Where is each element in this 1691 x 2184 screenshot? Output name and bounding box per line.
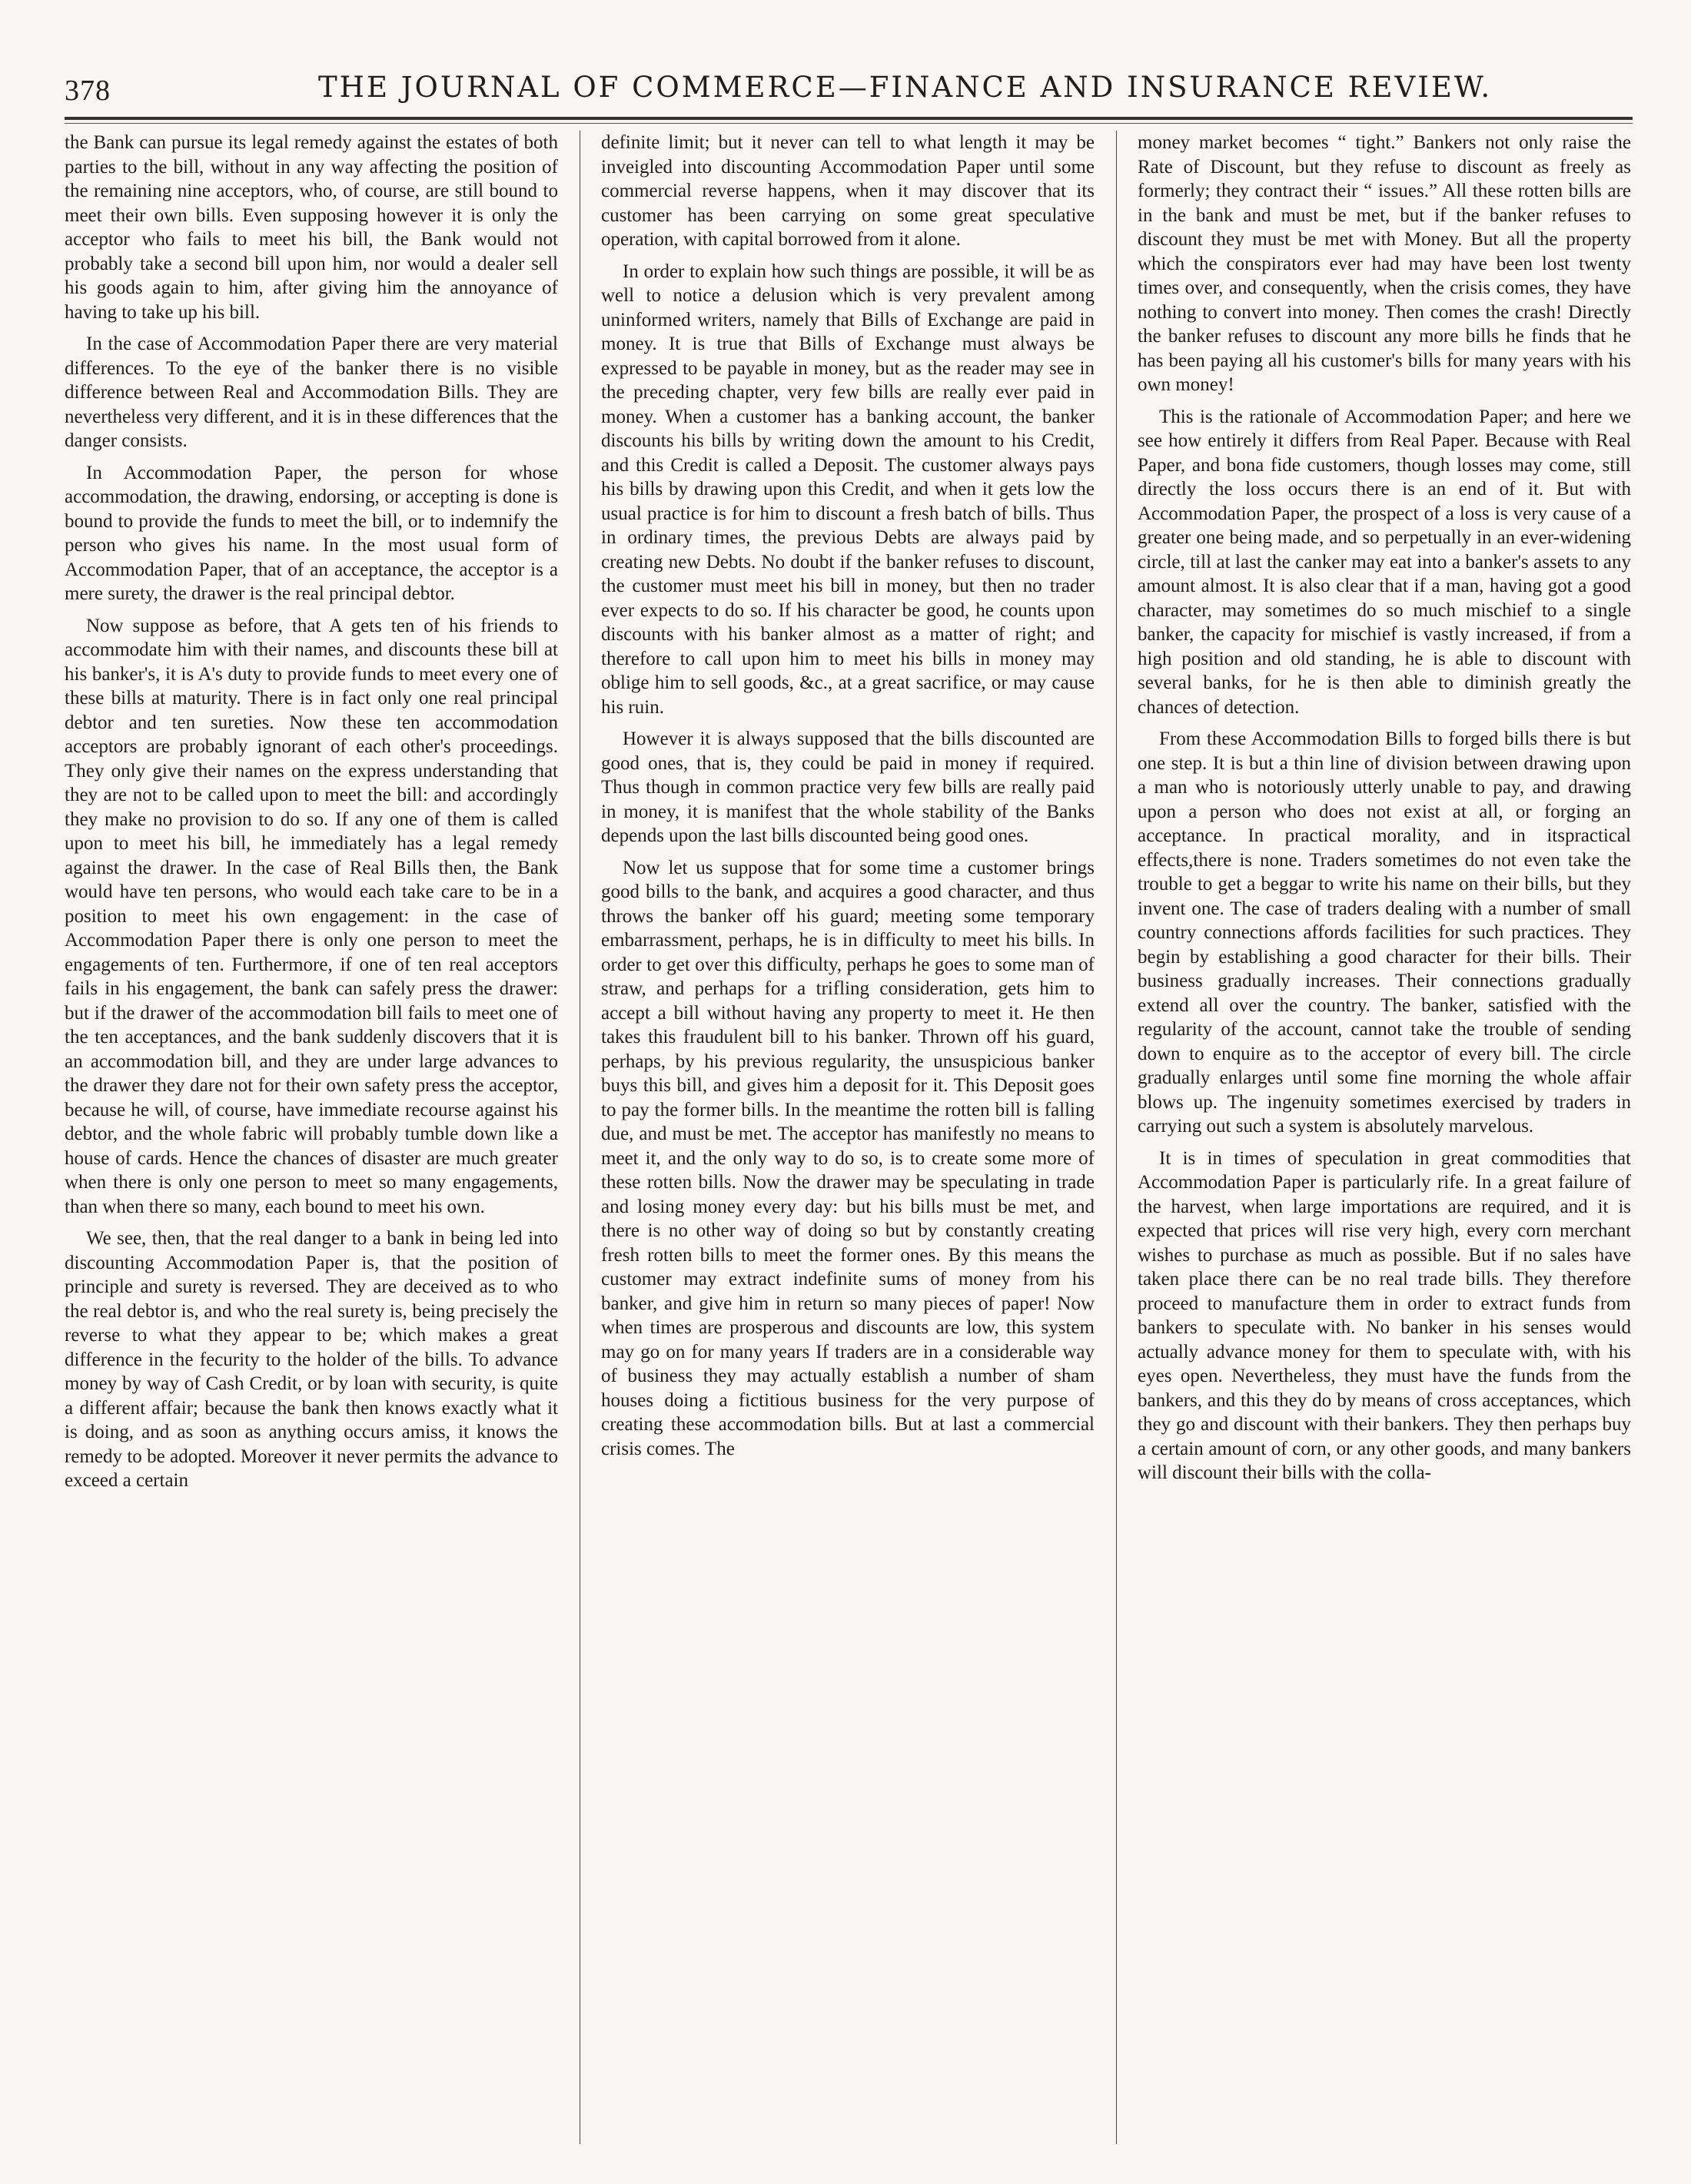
paragraph: From these Accommodation Bills to forged bills there is but one step. It is but a thin line of division between drawing upon a man who is notoriously utterly unable to pay, and drawing upon a person who does not exist at all, or forging an acceptance. In practical morality, and in itspractical effects,there is none. Traders sometimes do not even take the trouble to get a beggar to write his name on their bills, but they invent one. The case of traders dealing with a number of small country connections affords facilities for such practices. They begin by establishing a good character for their bills. Their business gradually increases. Their connections gradually extend all over the country. The banker, satisfied with the regularity of the account, cannot take the trouble of sending down to enquire as to the acceptor of every bill. The circle gradually enlarges until some fine morning the whole affair blows up. The ingenuity sometimes exercised by traders in carrying out such a system is absolutely marvelous. xyxy=(1138,729,1631,1137)
column-1 xyxy=(65,131,558,2159)
header-rule-thick xyxy=(65,117,1633,120)
column-divider xyxy=(1116,131,1117,2144)
paragraph: However it is always supposed that the bills discounted are good ones, that is, they could be paid in money if required. Thus though in common practice very few bills are really paid in money, it is manifest that the whole stability of the Banks depends upon the last bills discounted being good ones. xyxy=(601,729,1095,846)
running-title: THE JOURNAL OF COMMERCE—FINANCE AND INSURANCE REVIEW. xyxy=(318,71,1493,104)
column-2 xyxy=(601,131,1095,2159)
paragraph: In order to explain how such things are possible, it will be as well to notice a delusion which is very prevalent among uninformed writers, namely that Bills of Exchange are paid in money. It is true that Bills of Exchange must always be expressed to be payable in money, but as the reader may see in the preceding chapter, very few bills are really ever paid in money. When a customer has a banking account, the banker discounts his bills by writing down the amount to his Credit, and this Credit is called a Deposit. The customer always pays his bills by drawing upon this Credit, and when it gets low the usual practice is for him to discount a fresh batch of bills. Thus in ordinary times, the previous Debts are always paid by creating new Debts. No doubt if the banker refuses to discount, the customer must meet his bill in money, but then no trader ever expects to do so. If his character be good, he counts upon discounts with his banker almost as a matter of right; and therefore to call upon him to meet his bills in money may oblige him to sell goods, &c., at a great sacrifice, or may cause his ruin. xyxy=(601,261,1095,718)
page-number: 378 xyxy=(65,75,111,107)
paragraph: In Accommodation Paper, the person for whose accommodation, the drawing, endorsing, or accepting is done is bound to provide the funds to meet the bill, or to indemnify the person who gives his name. In the most usual form of Accommodation Paper, that of an acceptance, the acceptor is a mere surety, the drawer is the real principal debtor. xyxy=(65,462,558,604)
paragraph: This is the rationale of Accommodation Paper; and here we see how entirely it differs from Real Paper. Because with Real Paper, and bona fide customers, though losses may come, still directly the loss occurs there is an end of it. But with Accommodation Paper, the prospect of a loss is very cause of a greater one being made, and so perpetually in an ever-widening circle, till at last the canker may eat into a banker's assets to any amount almost. It is also clear that if a man, having got a good character, may sometimes do so much mischief to a single banker, the capacity for mischief is vastly increased, if from a high position and old standing, he is able to discount with several banks, for he is then able to diminish greatly the chances of detection. xyxy=(1138,406,1631,718)
article-columns xyxy=(65,131,1633,2159)
paragraph: In the case of Accommodation Paper there are very material differences. To the eye of the banker there is no visible difference between Real and Accommodation Bills. They are nevertheless very different, and it is in these differences that the danger consists. xyxy=(65,334,558,451)
page-header xyxy=(65,71,1633,117)
column-3 xyxy=(1138,131,1631,2159)
paragraph: Now suppose as before, that A gets ten of his friends to accommodate him with their names, and discounts these bill at his banker's, it is A's duty to provide funds to meet every one of these bills at maturity. There is in fact only one real principal debtor and ten sureties. Now these ten accommodation acceptors are probably ignorant of each other's proceedings. They only give their names on the express understanding that they are not to be called upon to meet the bill: and accordingly they make no provision to do so. If any one of them is called upon to meet his bill, he immediately has a legal remedy against the drawer. In the case of Real Bills then, the Bank would have ten persons, who would each take care to be in a position to meet his own engagement: in the case of Accommodation Paper there is only one person to meet the engagements of ten. Furthermore, if one of ten real acceptors fails in his engagement, the bank can safely press the drawer: but if the drawer of the accommodation bill fails to meet one of the ten acceptances, and the bank suddenly discovers that it is an accommodation bill, and they are under large advances to the drawer they dare not for their own safety press the acceptor, because he will, of course, have immediate recourse against his debtor, and the whole fabric will probably tumble down like a house of cards. Hence the chances of disaster are much greater when there is only one person to meet so many engagements, than when there so many, each bound to meet his own. xyxy=(65,615,558,1217)
paragraph: money market becomes “ tight.” Bankers not only raise the Rate of Discount, but they refuse to discount as freely as formerly; they contract their “ issues.” All these rotten bills are in the bank and must be met, but if the banker refuses to discount they must be met with Money. But all the property which the conspirators ever had may have been lost twenty times over, and consequently, when the crisis comes, they have nothing to convert into money. Then comes the crash! Directly the banker refuses to discount any more bills he finds that he has been paying all his customer's bills for many years with his own money! xyxy=(1138,132,1631,395)
paragraph: It is in times of speculation in great commodities that Accommodation Paper is particularly rife. In a great failure of the harvest, when large importations are required, and it is expected that prices will rise very high, every corn merchant wishes to purchase as much as possible. But if no sales have taken place there can be no real trade bills. They therefore proceed to manufacture them in order to extract funds from bankers to speculate with. No banker in his senses would actually advance money for them to speculate with, with his eyes open. Nevertheless, they must have the funds from the bankers, and this they do by means of cross acceptances, which they go and discount with their bankers. They then perhaps buy a certain amount of corn, or any other goods, and many bankers will discount their bills with the colla- xyxy=(1138,1147,1631,1483)
paragraph: Now let us suppose that for some time a customer brings good bills to the bank, and acquires a good character, and thus throws the banker off his guard; meeting some temporary embarrassment, perhaps, he is in difficulty to meet his bills. In order to get over this difficulty, perhaps he goes to some man of straw, and perhaps for a trifling consideration, gets him to accept a bill without having any property to meet it. He then takes this fraudulent bill to his banker. Thrown off his guard, perhaps, by his previous regularity, the unsuspicious banker buys this bill, and gives him a deposit for it. This Deposit goes to pay the former bills. In the meantime the rotten bill is falling due, and must be met. The acceptor has manifestly no means to meet it, and the only way to do so, is to create some more of these rotten bills. Now the drawer may be speculating in trade and losing money every day: but his bills must be met, and there is no other way of doing so but by constantly creating fresh rotten bills to meet the former ones. By this means the customer may extract indefinite sums of money from his banker, and give him in return so many pieces of paper! Now when times are prosperous and discounts are low, this system may go on for many years If traders are in a considerable way of business they may actually establish a number of sham houses doing a fictitious business for the very purpose of creating these accommodation bills. But at last a commercial crisis comes. The xyxy=(601,857,1095,1459)
paragraph: definite limit; but it never can tell to what length it may be inveigled into discounting Accommodation Paper until some commercial reverse happens, when it may discover that its customer has been carrying on some great speculative operation, with capital borrowed from it alone. xyxy=(601,132,1095,250)
header-rule-thin xyxy=(65,123,1633,124)
paragraph: the Bank can pursue its legal remedy against the estates of both parties to the bill, without in any way affecting the position of the remaining nine acceptors, who, of course, are still bound to meet their own bills. Even supposing however it is only the acceptor who fails to meet his bill, the Bank would not probably take a second bill upon him, nor would a dealer sell his goods again to him, after giving him the annoyance of having to take up his bill. xyxy=(65,132,558,323)
paragraph: We see, then, that the real danger to a bank in being led into discounting Accommodation Paper is, that the position of principle and surety is reversed. They are deceived as to who the real debtor is, and who the real surety is, being precisely the reverse to what they appear to be; which makes a great difference in the fecurity to the holder of the bills. To advance money by way of Cash Credit, or by loan with security, is quite a different affair; because the bank then knows exactly what it is doing, and as soon as anything occurs amiss, it knows the remedy to be adopted. Moreover it never permits the advance to exceed a certain xyxy=(65,1228,558,1491)
